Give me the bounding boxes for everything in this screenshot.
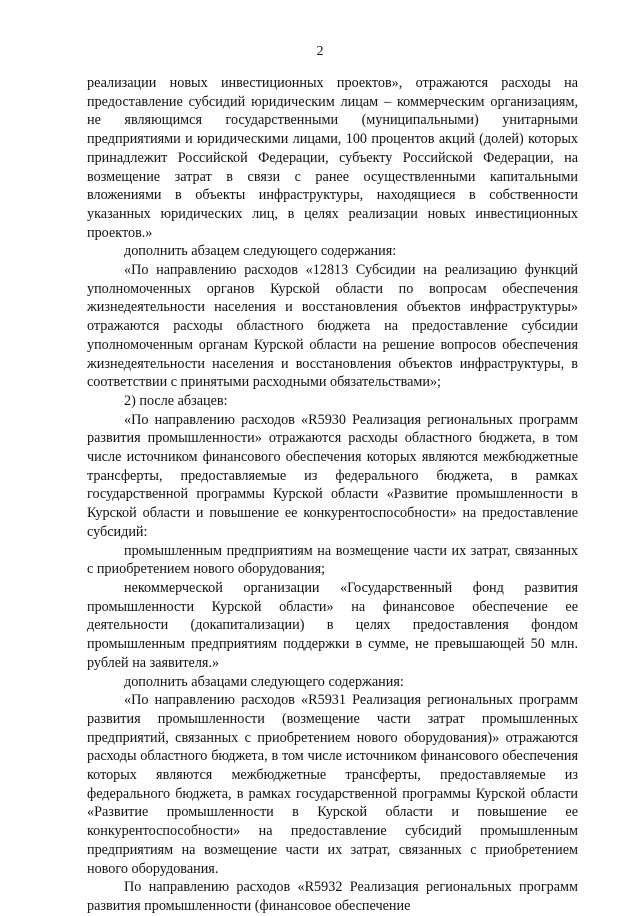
- paragraph: «По направлению расходов «R5930 Реализация региональных программ развития промышленности» отражаются расходы областного бюджета, в том числе источником финансового обеспечения которых являются межбюджетные трансферты, предоставляемые из федерального бюджета, в рамках государственной программы Курской области «Развитие промышленности в Курской области и повышение ее конкурентоспособности» на предоставление субсидий:: [87, 411, 578, 540]
- paragraph: 2) после абзацев:: [124, 392, 228, 409]
- paragraph: дополнить абзацами следующего содержания:: [124, 673, 404, 690]
- paragraph: «По направлению расходов «R5931 Реализация региональных программ развития промышленности (возмещение части затрат промышленных предприятий, связанных с приобретением нового оборудования)» отражаются расходы областного бюджета, в том числе источником финансового обеспечения которых являются межбюджетные трансферты, предоставляемые из федерального бюджета, в рамках государственной программы Курской области «Развитие промышленности в Курской области и повышение ее конкурентоспособности» на предоставление субсидий промышленным предприятиям на возмещение части их затрат, связанных с приобретением нового оборудования.: [87, 692, 578, 877]
- paragraph: промышленным предприятиям на возмещение части их затрат, связанных с приобретением нового оборудования;: [87, 542, 578, 578]
- paragraph: По направлению расходов «R5932 Реализация региональных программ развития промышленности (финансовое обеспечение: [87, 879, 578, 914]
- paragraph: «По направлению расходов «12813 Субсидии на реализацию функций уполномоченных органов Курской области по вопросам обеспечения жизнедеятельности населения и восстановления объектов инфраструктуры» отражаются расходы областного бюджета на предоставление субсидии уполномоченным органам Курской области на решение вопросов обеспечения жизнедеятельности населения и восстановления объектов инфраструктуры, в соответствии с принятыми расходными обязательствами»;: [87, 262, 578, 391]
- paragraph: реализации новых инвестиционных проектов», отражаются расходы на предоставление субсидий юридическим лицам – коммерческим организациям, не являющимся государственными (муниципальными) унитарными предприятиями и юридическими лицами, 100 процентов акций (долей) которых принадлежит Российской Федерации, субъекту Российской Федерации, на возмещение затрат в связи с ранее осуществленными капитальными вложениями в объекты инфраструктуры, находящиеся в собственности указанных юридических лиц, в целях реализации новых инвестиционных проектов.»: [87, 75, 578, 241]
- paragraph: дополнить абзацем следующего содержания:: [124, 243, 397, 260]
- paragraph: некоммерческой организации «Государственный фонд развития промышленности Курской области» на финансовое обеспечение ее деятельности (докапитализации) в целях предоставления фондом промышленным предприятиям поддержки в сумме, не превышающей 50 млн. рублей на заявителя.»: [87, 579, 578, 671]
- page-number: 2: [316, 44, 324, 59]
- body-text: [87, 74, 578, 916]
